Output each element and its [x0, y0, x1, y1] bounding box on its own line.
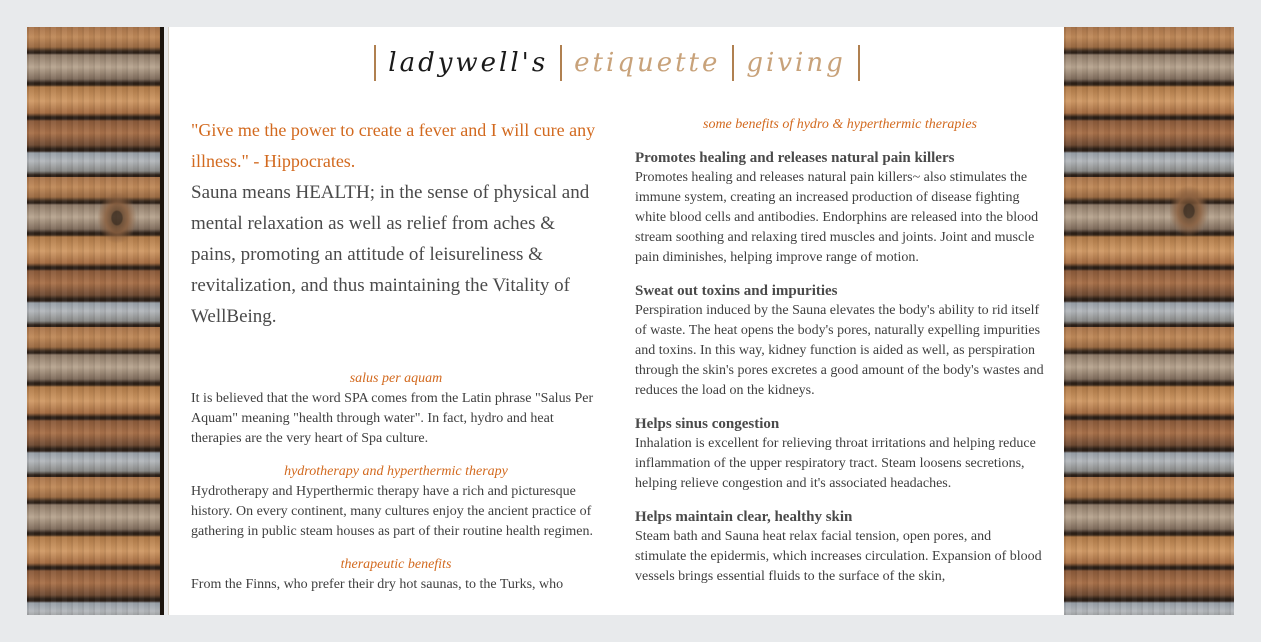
- intro-paragraph: Sauna means HEALTH; in the sense of physical and mental relaxation as well as relief from aches & pains, promoting an attitude of leisureliness & revitalization, and thus maintaining the Vitality of WellBeing.: [191, 182, 590, 327]
- section-title-salus: salus per aquam: [349, 371, 443, 386]
- benefit-text: Perspiration induced by the Sauna elevates the body's ability to rid itself of waste. The heat opens the body's pores, naturally expelling impurities and toxins. In this way, kidney function is aided as well, as perspiration through the skin's pores excretes a good amount of the body's wastes and reduces the load on the kidneys.: [635, 303, 1044, 398]
- benefit-heading: Sweat out toxins and impurities: [635, 283, 838, 299]
- benefit-text: Inhalation is excellent for relieving throat irritations and helping reduce inflammation of the upper respiratory tract. Steam loosens secretions, helping relieve congestion and it's associated headaches.: [635, 436, 1036, 491]
- section-text-salus: It is believed that the word SPA comes from the Latin phrase "Salus Per Aquam" meaning "health through water". In fact, hydro and heat therapies are the very heart of Spa culture.: [191, 391, 594, 446]
- section-text-therapeutic: From the Finns, who prefer their dry hot saunas, to the Turks, who: [191, 577, 564, 592]
- right-column: [635, 115, 1045, 587]
- nav-divider: [732, 45, 734, 81]
- nav-divider: [374, 45, 376, 81]
- benefit-text: Steam bath and Sauna heat relax facial tension, open pores, and stimulate the epidermis, which increases circulation. Expansion of blood vessels brings essential fluids to the surface of the skin,: [635, 529, 1042, 584]
- benefit-heading: Promotes healing and releases natural pain killers: [635, 150, 955, 166]
- benefit-heading: Helps maintain clear, healthy skin: [635, 509, 853, 525]
- section-text-hydrotherapy: Hydrotherapy and Hyperthermic therapy have a rich and picturesque history. On every continent, many cultures enjoy the ancient practice of gathering in public steam houses as part of their routine health regimen.: [191, 484, 593, 539]
- benefit-text: Promotes healing and releases natural pain killers~ also stimulates the immune system, creating an increased production of disease fighting white blood cells and antibodies. Endorphins are released into the blood stream soothing and relaxing tired muscles and joints. Joint and muscle pain diminishes, helping improve range of motion.: [635, 170, 1039, 265]
- content-area: [168, 27, 1065, 615]
- benefits-title: some benefits of hydro & hyperthermic therapies: [703, 117, 977, 132]
- wood-panel-left: [27, 27, 164, 615]
- left-column: [191, 115, 601, 595]
- wood-knot: [97, 192, 137, 244]
- benefit-heading: Helps sinus congestion: [635, 416, 780, 432]
- top-nav: [169, 41, 1065, 85]
- section-title-hydrotherapy: hydrotherapy and hyperthermic therapy: [284, 464, 508, 479]
- nav-item-ladywells[interactable]: ladywell's: [388, 48, 549, 78]
- nav-divider: [858, 45, 860, 81]
- hippocrates-quote: "Give me the power to create a fever and I will cure any illness." - Hippocrates.: [191, 120, 596, 171]
- nav-item-etiquette[interactable]: etiquette: [574, 48, 721, 78]
- wood-knot: [1169, 185, 1209, 237]
- wood-panel-right: [1064, 27, 1234, 615]
- nav-divider: [560, 45, 562, 81]
- page-frame: [27, 27, 1234, 615]
- section-title-therapeutic: therapeutic benefits: [340, 557, 452, 572]
- nav-item-giving[interactable]: giving: [746, 48, 846, 78]
